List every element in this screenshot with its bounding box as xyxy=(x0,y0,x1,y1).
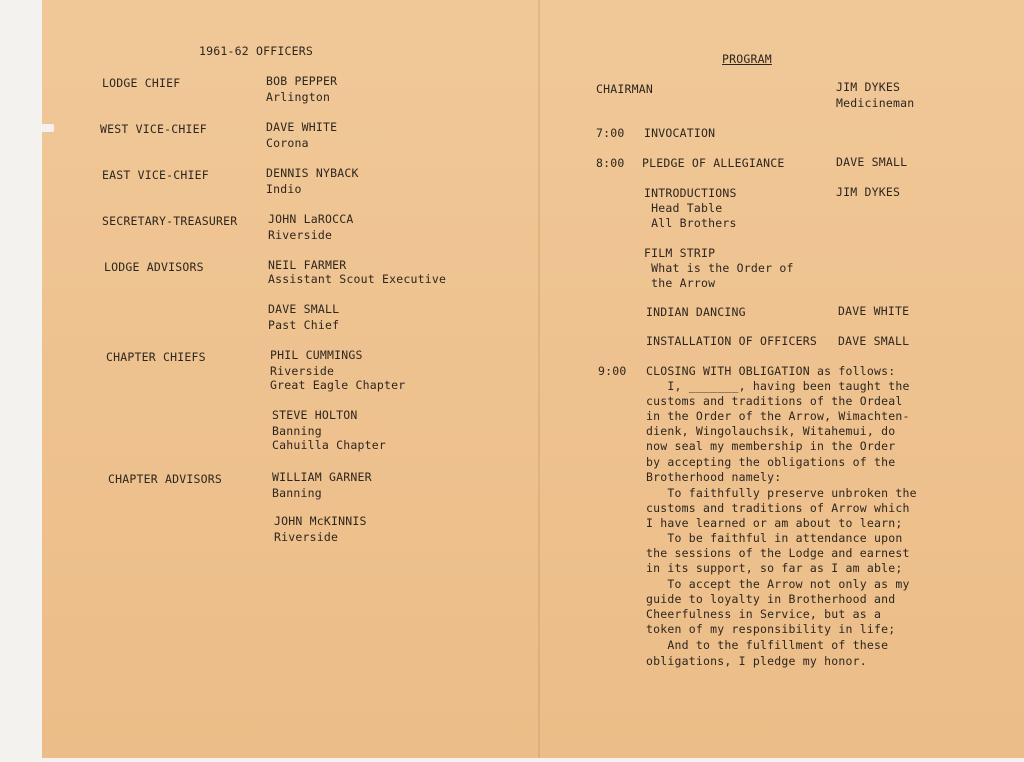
officer-detail: Cahuilla Chapter xyxy=(272,438,386,452)
obligation-line: I have learned or am about to learn; xyxy=(646,516,903,530)
program-item: INVOCATION xyxy=(644,126,716,140)
officer-role-label: WEST VICE-CHIEF xyxy=(100,122,207,136)
officer-detail: Indio xyxy=(266,182,302,196)
officer-detail: Arlington xyxy=(266,90,331,104)
obligation-line: To faithfully preserve unbroken the xyxy=(646,486,917,500)
paper-notch xyxy=(38,124,54,132)
officer-role-label: LODGE CHIEF xyxy=(102,76,181,90)
officer-detail: Riverside xyxy=(268,228,333,242)
officer-name: BOB PEPPER xyxy=(266,74,338,88)
obligation-line: Brotherhood namely: xyxy=(646,470,782,484)
officer-name: DAVE SMALL xyxy=(268,302,340,316)
program-time: 7:00 xyxy=(596,126,625,140)
officer-name: DENNIS NYBACK xyxy=(266,166,359,180)
program-person: DAVE SMALL xyxy=(836,155,908,169)
officer-role-label: EAST VICE-CHIEF xyxy=(102,168,209,182)
program-time: 9:00 xyxy=(598,364,627,378)
obligation-line: customs and traditions of the Ordeal xyxy=(646,394,903,408)
officer-role-label: CHAPTER CHIEFS xyxy=(106,350,206,364)
chairman-role: Medicineman xyxy=(836,96,915,110)
officer-detail: Banning xyxy=(272,424,322,438)
obligation-line: in its support, so far as I am able; xyxy=(646,561,903,575)
program-item: INTRODUCTIONS xyxy=(644,186,737,200)
program-subitem: What is the Order of xyxy=(644,261,794,275)
obligation-line: And to the fulfillment of these xyxy=(646,638,889,652)
officer-role-label: LODGE ADVISORS xyxy=(104,260,204,274)
obligation-line: token of my responsibility in life; xyxy=(646,622,896,636)
program-subitem: Head Table xyxy=(644,201,723,215)
program-subitem: the Arrow xyxy=(644,276,716,290)
obligation-line: by accepting the obligations of the xyxy=(646,455,896,469)
chairman-label: CHAIRMAN xyxy=(596,82,653,96)
obligation-line: customs and traditions of Arrow which xyxy=(646,501,910,515)
officer-role-label: CHAPTER ADVISORS xyxy=(108,472,222,486)
program-subitem: All Brothers xyxy=(644,216,737,230)
program-item: INDIAN DANCING xyxy=(646,305,746,319)
obligation-line: To be faithful in attendance upon xyxy=(646,531,903,545)
officers-title: 1961-62 OFFICERS xyxy=(199,44,313,58)
program-item: INSTALLATION OF OFFICERS xyxy=(646,334,817,348)
obligation-line: I, _______, having been taught the xyxy=(646,379,910,393)
program-time: 8:00 xyxy=(596,156,625,170)
officer-name: PHIL CUMMINGS xyxy=(270,348,363,362)
obligation-line: guide to loyalty in Brotherhood and xyxy=(646,592,896,606)
officer-name: JOHN McKINNIS xyxy=(274,514,367,528)
program-item: CLOSING WITH OBLIGATION as follows: xyxy=(646,364,896,378)
officer-detail: Great Eagle Chapter xyxy=(270,378,406,392)
obligation-line: in the Order of the Arrow, Wimachten- xyxy=(646,409,910,423)
program-person: DAVE WHITE xyxy=(838,304,910,318)
officer-name: NEIL FARMER xyxy=(268,258,347,272)
officer-name: STEVE HOLTON xyxy=(272,408,358,422)
officer-detail: Assistant Scout Executive xyxy=(268,272,447,286)
program-person: JIM DYKES xyxy=(836,185,901,199)
officer-detail: Riverside xyxy=(270,364,335,378)
officer-name: WILLIAM GARNER xyxy=(272,470,372,484)
program-title: PROGRAM xyxy=(722,52,772,66)
program-person: DAVE SMALL xyxy=(838,334,910,348)
obligation-line: To accept the Arrow not only as my xyxy=(646,577,910,591)
officer-detail: Past Chief xyxy=(268,318,340,332)
officer-name: DAVE WHITE xyxy=(266,120,338,134)
obligation-line: the sessions of the Lodge and earnest xyxy=(646,546,910,560)
chairman-name: JIM DYKES xyxy=(836,80,901,94)
officer-name: JOHN LaROCCA xyxy=(268,212,354,226)
program-item: PLEDGE OF ALLEGIANCE xyxy=(642,156,785,170)
officer-role-label: SECRETARY-TREASURER xyxy=(102,214,238,228)
page-fold xyxy=(538,0,540,758)
officer-detail: Corona xyxy=(266,136,309,150)
obligation-line: now seal my membership in the Order xyxy=(646,439,896,453)
obligation-line: dienk, Wingolauchsik, Witahemui, do xyxy=(646,424,896,438)
obligation-line: obligations, I pledge my honor. xyxy=(646,654,867,668)
officer-detail: Riverside xyxy=(274,530,339,544)
obligation-line: Cheerfulness in Service, but as a xyxy=(646,607,882,621)
officer-detail: Banning xyxy=(272,486,322,500)
program-item: FILM STRIP xyxy=(644,246,716,260)
